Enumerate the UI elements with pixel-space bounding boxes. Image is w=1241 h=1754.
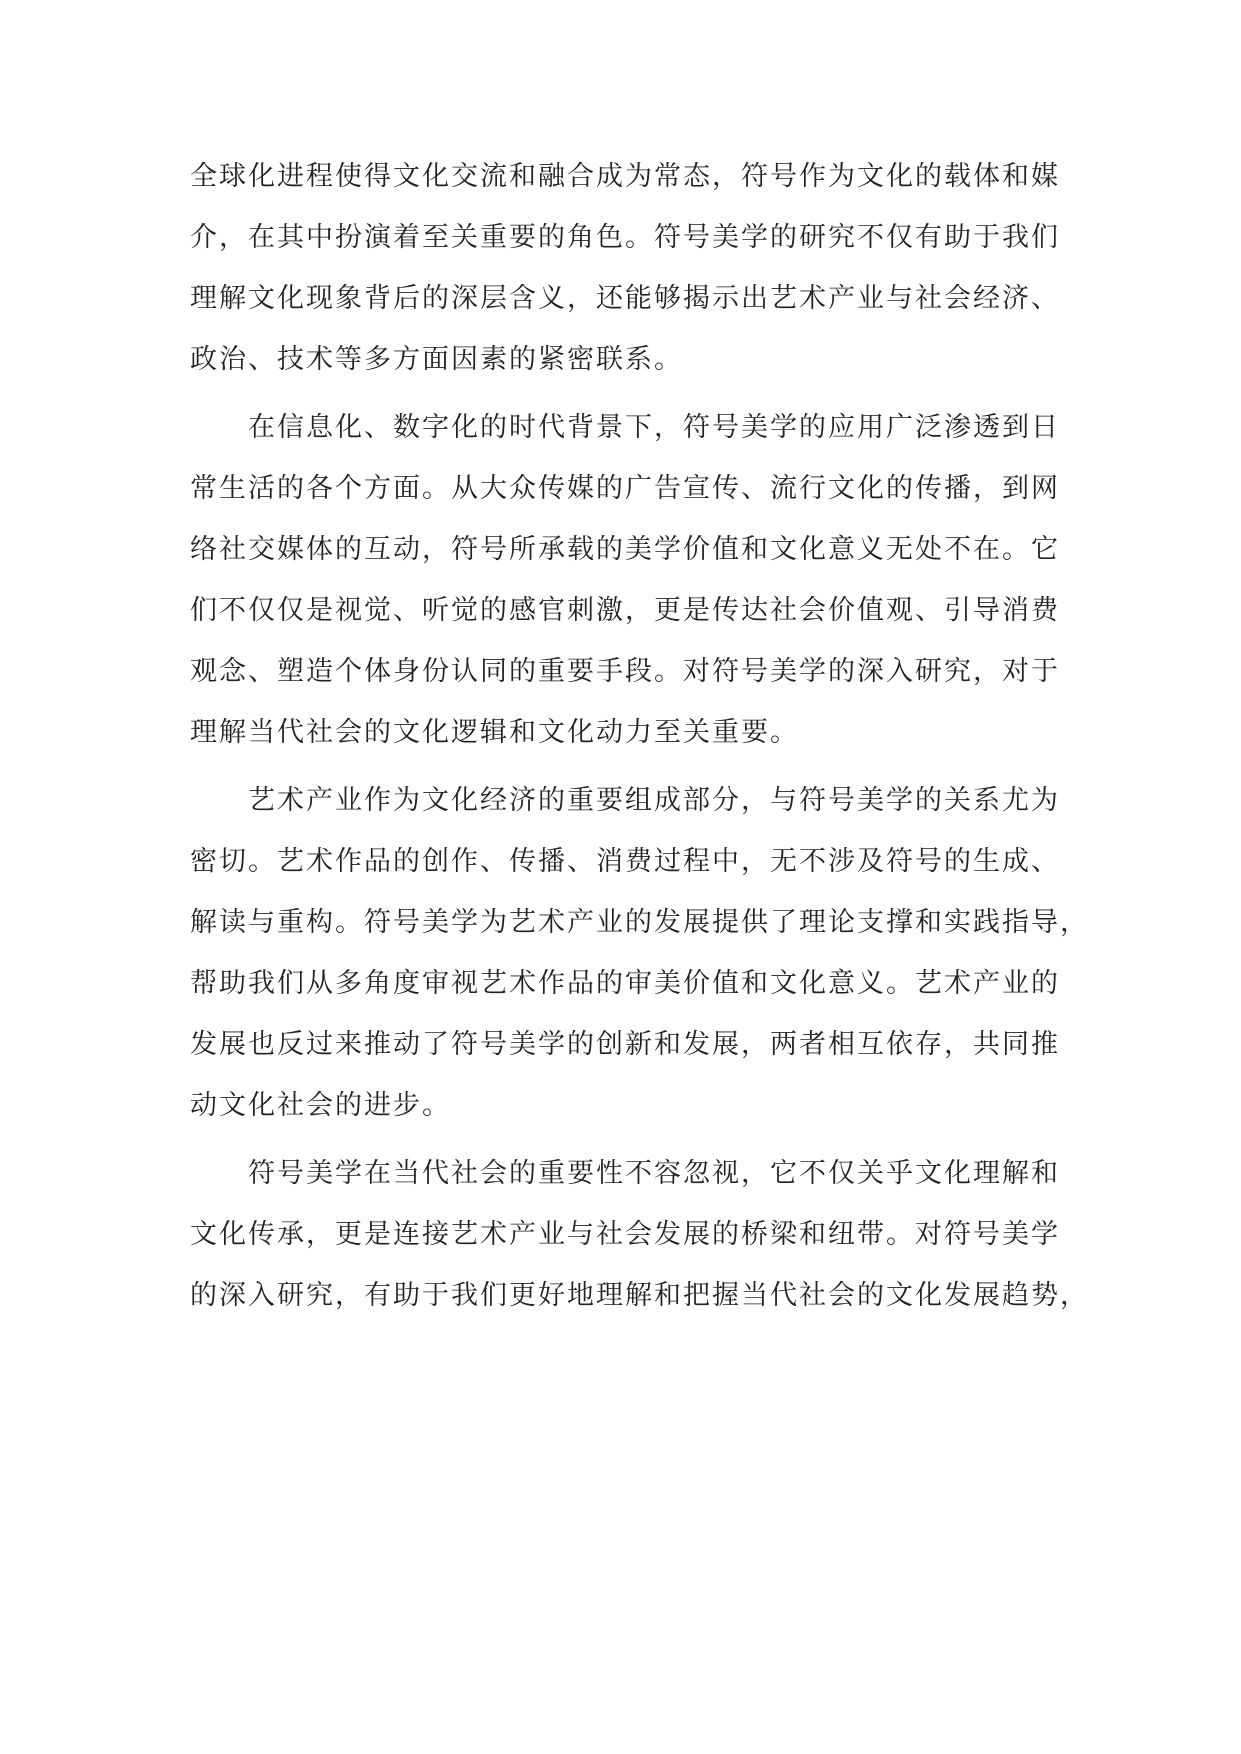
paragraph-2 <box>190 397 1060 763</box>
text-line: 介，在其中扮演着至关重要的角色。符号美学的研究不仅有助于我们 <box>190 222 1060 253</box>
text-line: 密切。艺术作品的创作、传播、消费过程中，无不涉及符号的生成、 <box>190 846 1060 877</box>
text-line: 理解文化现象背后的深层含义，还能够揭示出艺术产业与社会经济、 <box>190 283 1060 314</box>
text-line: 政治、技术等多方面因素的紧密联系。 <box>190 344 683 375</box>
paragraph-3 <box>190 770 1089 1136</box>
text-line: 文化传承，更是连接艺术产业与社会发展的桥梁和纽带。对符号美学 <box>190 1219 1060 1250</box>
text-line: 常生活的各个方面。从大众传媒的广告宣传、流行文化的传播，到网 <box>190 473 1060 504</box>
paragraph-1 <box>190 146 1060 390</box>
text-line: 理解当代社会的文化逻辑和文化动力至关重要。 <box>190 717 799 748</box>
text-line: 在信息化、数字化的时代背景下，符号美学的应用广泛渗透到日 <box>248 412 1060 443</box>
text-line: 动文化社会的进步。 <box>190 1090 451 1121</box>
text-line: 帮助我们从多角度审视艺术作品的审美价值和文化意义。艺术产业的 <box>190 968 1060 999</box>
paragraph-4 <box>190 1143 1089 1326</box>
text-line: 全球化进程使得文化交流和融合成为常态，符号作为文化的载体和媒 <box>190 161 1060 192</box>
text-line: 的深入研究，有助于我们更好地理解和把握当代社会的文化发展趋势， <box>190 1280 1089 1311</box>
text-line: 们不仅仅是视觉、听觉的感官刺激，更是传达社会价值观、引导消费 <box>190 595 1060 626</box>
text-line: 符号美学在当代社会的重要性不容忽视，它不仅关乎文化理解和 <box>248 1158 1060 1189</box>
text-line: 发展也反过来推动了符号美学的创新和发展，两者相互依存，共同推 <box>190 1029 1060 1060</box>
document-body <box>190 146 1089 1333</box>
text-line: 络社交媒体的互动，符号所承载的美学价值和文化意义无处不在。它 <box>190 534 1060 565</box>
text-line: 观念、塑造个体身份认同的重要手段。对符号美学的深入研究，对于 <box>190 656 1060 687</box>
text-line: 解读与重构。符号美学为艺术产业的发展提供了理论支撑和实践指导， <box>190 907 1089 938</box>
text-line: 艺术产业作为文化经济的重要组成部分，与符号美学的关系尤为 <box>248 785 1060 816</box>
